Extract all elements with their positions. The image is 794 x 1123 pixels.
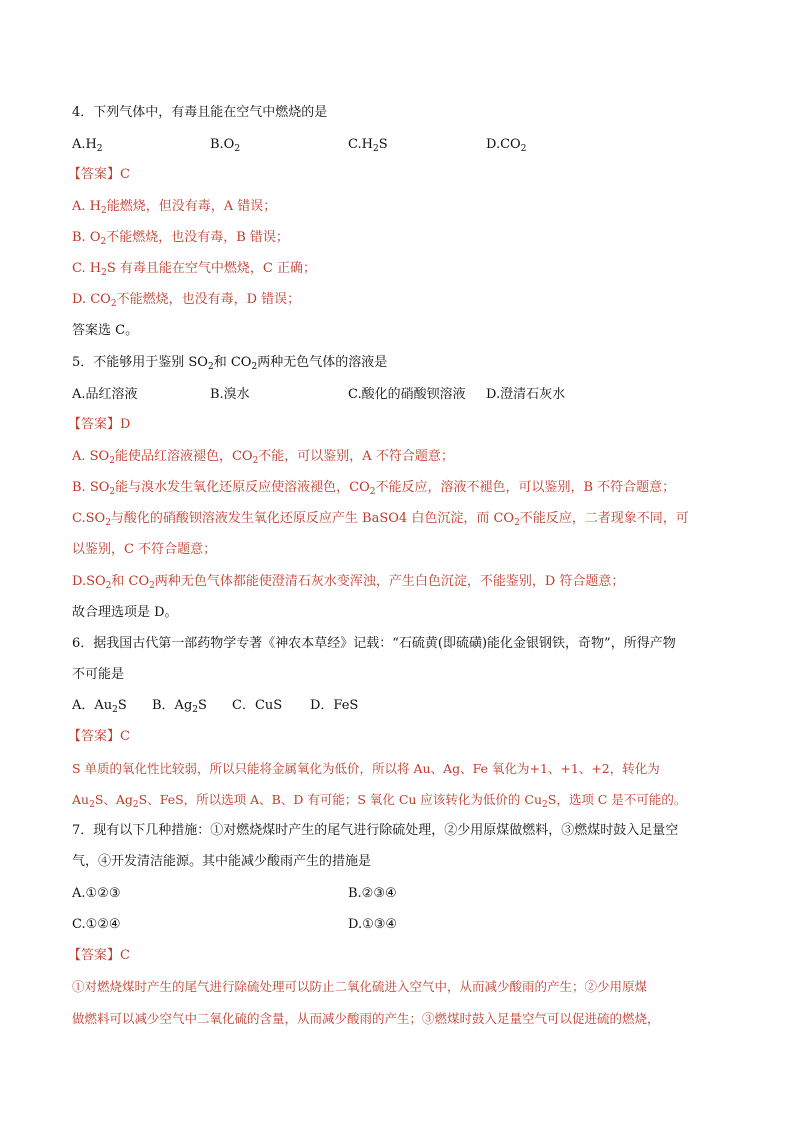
q6-option-a: A．$Au_2S$ [72, 698, 127, 715]
q5-answer: 【答案】D [68, 417, 131, 432]
q4-explanation-d: D. $CO_2$不能燃烧，也没有毒，D 错误； [72, 292, 301, 309]
q7-explanation-line2: 做燃料可以减少空气中二氧化硫的含量，从而减少酸雨的产生；③燃煤时鼓入足量空气可以促进硫的燃烧， [72, 1011, 660, 1026]
q6-stem-line2: 不可能是 [72, 667, 125, 682]
q4-option-b: $B.O_2$ [210, 137, 241, 154]
q4-conclusion: 答案选 C。 [72, 323, 139, 338]
q4-answer: 【答案】C [68, 167, 130, 182]
q7-stem-line1: 7．现有以下几种措施：①对燃烧煤时产生的尾气进行除硫处理，②少用原煤做燃料，③燃煤时鼓入足量空 [72, 823, 679, 838]
q6-option-b: B．$Ag_2S$ [152, 698, 207, 715]
q7-option-a: A.①②③ [72, 886, 121, 901]
q5-explanation-c-cont: 以鉴别，C 不符合题意； [72, 542, 217, 557]
q7-stem-line2: 气，④开发清洁能源。其中能减少酸雨产生的措施是 [72, 854, 372, 869]
q6-option-d: D．FeS [310, 698, 359, 713]
q4-stem: 4．下列气体中，有毒且能在空气中燃烧的是 [72, 105, 328, 120]
q5-option-a: A.品红溶液 [72, 387, 138, 402]
q4-explanation-c: C. $H_2S$ 有毒且能在空气中燃烧，C 正确； [72, 261, 316, 278]
q5-option-b: B.溴水 [210, 387, 250, 402]
q7-option-b: B.②③④ [348, 886, 397, 901]
q5-stem: 5．不能够用于鉴别 $SO_2$和 $CO_2$两种无色气体的溶液是 [72, 355, 388, 372]
q5-explanation-d: $D.SO_2$和 $CO_2$两种无色气体都能使澄清石灰水变浑浊，产生白色沉淀，不能鉴别，D 符合题意； [72, 574, 625, 591]
q6-explanation-line1: S 单质的氧化性比较弱，所以只能将金属氧化为低价，所以将 Au、Ag、Fe 氧化为+1、+1、+2，转化为 [72, 761, 660, 776]
q6-option-c: C．CuS [232, 698, 283, 713]
q6-stem-line1: 6．据我国古代第一部药物学专著《神农本草经》记载：“石硫黄(即硫磺)能化金银钢铁，奇物”，所得产物 [72, 636, 676, 651]
q7-option-c: C.①②④ [72, 917, 121, 932]
q6-answer: 【答案】C [68, 729, 130, 744]
q4-option-d: $D.CO_2$ [486, 137, 527, 154]
q4-explanation-a: A. $H_2$能燃烧，但没有毒，A 错误； [72, 199, 277, 216]
q5-explanation-c: $C.SO_2$与酸化的硝酸钡溶液发生氧化还原反应产生 BaSO4 白色沉淀，而 $CO_2$不能反应，二者现象不同，可 [72, 511, 689, 528]
q5-explanation-b: B. $SO_2$能与溴水发生氧化还原反应使溶液褪色，$CO_2$不能反应，溶液不褪色，可以鉴别，B 不符合题意； [72, 480, 676, 497]
q4-explanation-b: B. $O_2$不能燃烧，也没有毒，B 错误； [72, 230, 289, 247]
q5-option-d: D.澄清石灰水 [486, 387, 566, 402]
q5-explanation-a: A. $SO_2$能使品红溶液褪色，$CO_2$不能，可以鉴别，A 不符合题意； [72, 449, 454, 466]
q5-conclusion: 故合理选项是 D。 [72, 605, 178, 620]
q7-explanation-line1: ①对燃烧煤时产生的尾气进行除硫处理可以防止二氧化硫进入空气中，从而减少酸雨的产生；②少用原煤 [72, 979, 648, 994]
q5-option-c: C.酸化的硝酸钡溶液 [348, 387, 466, 402]
q7-answer: 【答案】C [68, 948, 130, 963]
q6-explanation-line2: $Au_2S$、$Ag_2S$、FeS，所以选项 A、B、D 有可能；S 氧化 Cu 应该转化为低价的 $Cu_2S$，选项 C 是不可能的。 [72, 792, 687, 810]
q7-option-d: D.①③④ [348, 917, 398, 932]
q4-option-c: $C.H_2S$ [348, 137, 388, 154]
q4-option-a: $A.H_2$ [72, 137, 103, 154]
